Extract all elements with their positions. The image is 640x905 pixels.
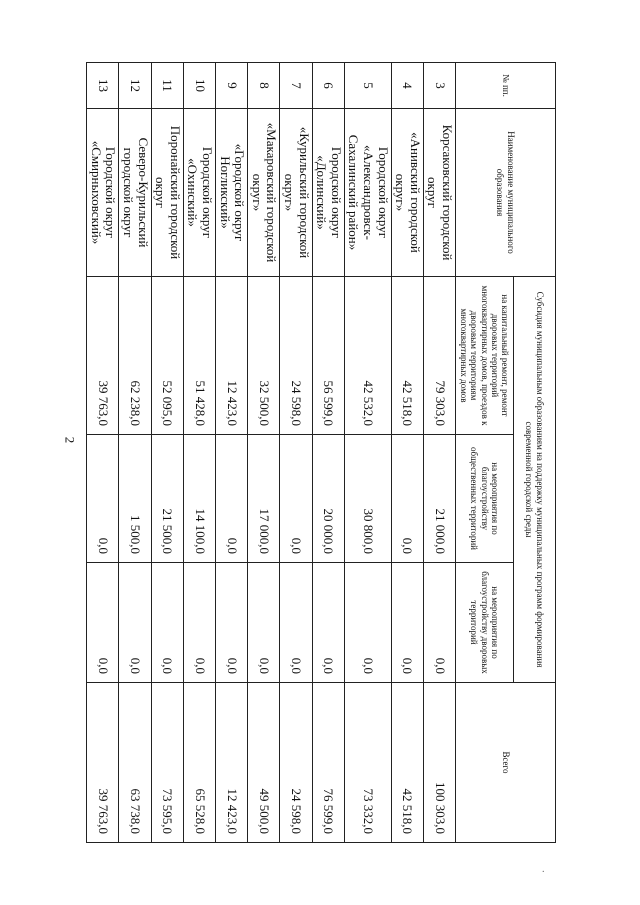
cell-total: 73 332,0 bbox=[344, 683, 391, 843]
subsidy-table-wrapper bbox=[86, 62, 556, 842]
cell-yard-territories: 0,0 bbox=[183, 563, 215, 683]
cell-municipality-name: «Городской округ Ногликский» bbox=[215, 109, 247, 277]
cell-yard-territories: 0,0 bbox=[248, 563, 280, 683]
header-capital-repair: на капитальный ремонт, ремонт дворовых территорий многоквартирных домов, проездов к дворовым территориям многоквартирных домов bbox=[456, 277, 514, 435]
cell-capital-repair: 12 423,0 bbox=[215, 277, 247, 435]
cell-total: 39 763,0 bbox=[87, 683, 119, 843]
cell-public-territories: 21 000,0 bbox=[423, 435, 455, 563]
cell-number: 3 bbox=[423, 63, 455, 109]
cell-number: 11 bbox=[151, 63, 183, 109]
cell-number: 7 bbox=[280, 63, 312, 109]
cell-capital-repair: 79 303,0 bbox=[423, 277, 455, 435]
table-row bbox=[344, 63, 391, 843]
cell-number: 13 bbox=[87, 63, 119, 109]
header-number: № пп. bbox=[456, 63, 556, 109]
table-row bbox=[391, 63, 423, 843]
cell-public-territories: 0,0 bbox=[391, 435, 423, 563]
cell-total: 100 303,0 bbox=[423, 683, 455, 843]
cell-municipality-name: Городской округ «Смирныховский» bbox=[87, 109, 119, 277]
cell-yard-territories: 0,0 bbox=[391, 563, 423, 683]
cell-capital-repair: 39 763,0 bbox=[87, 277, 119, 435]
table-row bbox=[119, 63, 151, 843]
header-municipality-name: Наименование муниципального образования bbox=[456, 109, 556, 277]
table-row bbox=[312, 63, 344, 843]
header-total: Всего bbox=[456, 683, 556, 843]
cell-number: 12 bbox=[119, 63, 151, 109]
header-subsidy-group: Субсидия муниципальным образованиям на поддержку муниципальных программ формирования современной городской среды bbox=[514, 277, 556, 683]
cell-yard-territories: 0,0 bbox=[280, 563, 312, 683]
cell-capital-repair: 52 095,0 bbox=[151, 277, 183, 435]
cell-capital-repair: 62 238,0 bbox=[119, 277, 151, 435]
scan-mark: . bbox=[542, 864, 545, 875]
cell-capital-repair: 51 428,0 bbox=[183, 277, 215, 435]
cell-municipality-name: «Макаровский городской округ» bbox=[248, 109, 280, 277]
cell-number: 6 bbox=[312, 63, 344, 109]
cell-number: 8 bbox=[248, 63, 280, 109]
cell-municipality-name: Городской округ «Охинский» bbox=[183, 109, 215, 277]
cell-public-territories: 14 100,0 bbox=[183, 435, 215, 563]
table-row bbox=[423, 63, 455, 843]
cell-municipality-name: «Анивский городской округ» bbox=[391, 109, 423, 277]
cell-yard-territories: 0,0 bbox=[344, 563, 391, 683]
table-row bbox=[151, 63, 183, 843]
table-row bbox=[280, 63, 312, 843]
cell-number: 5 bbox=[344, 63, 391, 109]
cell-total: 24 598,0 bbox=[280, 683, 312, 843]
cell-total: 42 518,0 bbox=[391, 683, 423, 843]
cell-capital-repair: 24 598,0 bbox=[280, 277, 312, 435]
cell-total: 73 595,0 bbox=[151, 683, 183, 843]
cell-municipality-name: Поронайский городской округ bbox=[151, 109, 183, 277]
cell-municipality-name: Городской округ «Долинский» bbox=[312, 109, 344, 277]
cell-yard-territories: 0,0 bbox=[119, 563, 151, 683]
cell-municipality-name: Северо-Курильский городской округ bbox=[119, 109, 151, 277]
cell-public-territories: 30 800,0 bbox=[344, 435, 391, 563]
cell-yard-territories: 0,0 bbox=[423, 563, 455, 683]
cell-public-territories: 0,0 bbox=[87, 435, 119, 563]
table-row bbox=[248, 63, 280, 843]
cell-yard-territories: 0,0 bbox=[151, 563, 183, 683]
cell-number: 10 bbox=[183, 63, 215, 109]
subsidy-table bbox=[86, 62, 556, 843]
cell-public-territories: 21 500,0 bbox=[151, 435, 183, 563]
header-yard-territories: на мероприятия по благоустройству дворовых территорий bbox=[456, 563, 514, 683]
cell-number: 4 bbox=[391, 63, 423, 109]
header-public-territories: на мероприятия по благоустройству общественных территорий bbox=[456, 435, 514, 563]
cell-yard-territories: 0,0 bbox=[312, 563, 344, 683]
cell-capital-repair: 32 500,0 bbox=[248, 277, 280, 435]
cell-municipality-name: Корсаковский городской округ bbox=[423, 109, 455, 277]
cell-total: 65 528,0 bbox=[183, 683, 215, 843]
cell-municipality-name: «Курильский городской округ» bbox=[280, 109, 312, 277]
table-row bbox=[215, 63, 247, 843]
cell-public-territories: 1 500,0 bbox=[119, 435, 151, 563]
cell-municipality-name: Городской округ «Александровск-Сахалинский район» bbox=[344, 109, 391, 277]
cell-capital-repair: 42 532,0 bbox=[344, 277, 391, 435]
cell-total: 63 738,0 bbox=[119, 683, 151, 843]
cell-public-territories: 20 000,0 bbox=[312, 435, 344, 563]
table-row bbox=[183, 63, 215, 843]
page-number: 2 bbox=[62, 436, 78, 444]
cell-capital-repair: 56 599,0 bbox=[312, 277, 344, 435]
cell-total: 12 423,0 bbox=[215, 683, 247, 843]
cell-public-territories: 0,0 bbox=[280, 435, 312, 563]
cell-number: 9 bbox=[215, 63, 247, 109]
cell-yard-territories: 0,0 bbox=[87, 563, 119, 683]
cell-total: 49 500,0 bbox=[248, 683, 280, 843]
cell-total: 76 599,0 bbox=[312, 683, 344, 843]
cell-yard-territories: 0,0 bbox=[215, 563, 247, 683]
cell-public-territories: 17 000,0 bbox=[248, 435, 280, 563]
table-row bbox=[87, 63, 119, 843]
cell-capital-repair: 42 518,0 bbox=[391, 277, 423, 435]
cell-public-territories: 0,0 bbox=[215, 435, 247, 563]
